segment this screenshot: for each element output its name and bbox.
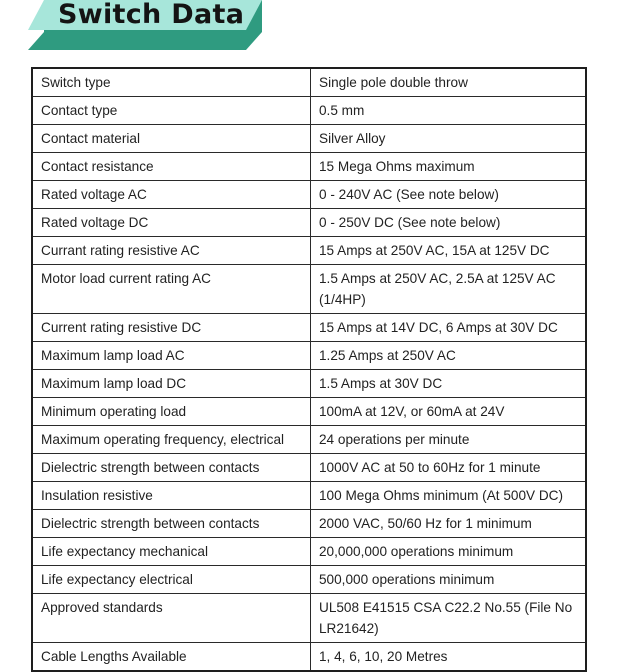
spec-value: 1.5 Amps at 250V AC, 2.5A at 125V AC (1/4HP) <box>311 265 587 314</box>
table-row <box>32 398 586 426</box>
spec-value: 1.25 Amps at 250V AC <box>311 342 587 370</box>
table-row <box>32 370 586 398</box>
table-row <box>32 125 586 153</box>
spec-value: 0.5 mm <box>311 97 587 125</box>
spec-label: Approved standards <box>32 594 311 643</box>
spec-label: Contact resistance <box>32 153 311 181</box>
table-row <box>32 643 586 672</box>
spec-label: Rated voltage DC <box>32 209 311 237</box>
spec-label: Insulation resistive <box>32 482 311 510</box>
table-row <box>32 482 586 510</box>
spec-value: 2000 VAC, 50/60 Hz for 1 minimum <box>311 510 587 538</box>
table-row <box>32 181 586 209</box>
spec-label: Minimum operating load <box>32 398 311 426</box>
spec-value: 0 - 250V DC (See note below) <box>311 209 587 237</box>
spec-label: Life expectancy mechanical <box>32 538 311 566</box>
spec-label: Maximum operating frequency, electrical <box>32 426 311 454</box>
spec-value: 1, 4, 6, 10, 20 Metres <box>311 643 587 672</box>
table-row <box>32 342 586 370</box>
spec-value: 15 Amps at 250V AC, 15A at 125V DC <box>311 237 587 265</box>
spec-value: 100 Mega Ohms minimum (At 500V DC) <box>311 482 587 510</box>
spec-value: UL508 E41515 CSA C22.2 No.55 (File No LR21642) <box>311 594 587 643</box>
switch-data-table <box>31 67 587 672</box>
spec-value: 0 - 240V AC (See note below) <box>311 181 587 209</box>
table-row <box>32 510 586 538</box>
spec-label: Currant rating resistive AC <box>32 237 311 265</box>
spec-label: Life expectancy electrical <box>32 566 311 594</box>
spec-label: Dielectric strength between contacts <box>32 510 311 538</box>
table-row <box>32 153 586 181</box>
table-body <box>32 68 586 671</box>
table-row <box>32 454 586 482</box>
spec-value: 500,000 operations minimum <box>311 566 587 594</box>
table-row <box>32 566 586 594</box>
spec-label: Rated voltage AC <box>32 181 311 209</box>
spec-value: Single pole double throw <box>311 68 587 97</box>
spec-value: 20,000,000 operations minimum <box>311 538 587 566</box>
page-title: Switch Data <box>58 0 245 30</box>
table-row <box>32 68 586 97</box>
spec-value: 15 Mega Ohms maximum <box>311 153 587 181</box>
table-row <box>32 97 586 125</box>
table-row <box>32 594 586 643</box>
title-banner <box>0 0 262 50</box>
spec-label: Maximum lamp load DC <box>32 370 311 398</box>
spec-label: Switch type <box>32 68 311 97</box>
spec-label: Motor load current rating AC <box>32 265 311 314</box>
spec-value: 100mA at 12V, or 60mA at 24V <box>311 398 587 426</box>
table-row <box>32 265 586 314</box>
spec-value: 1000V AC at 50 to 60Hz for 1 minute <box>311 454 587 482</box>
spec-value: Silver Alloy <box>311 125 587 153</box>
spec-label: Maximum lamp load AC <box>32 342 311 370</box>
spec-value: 1.5 Amps at 30V DC <box>311 370 587 398</box>
table-row <box>32 209 586 237</box>
spec-label: Dielectric strength between contacts <box>32 454 311 482</box>
spec-label: Contact type <box>32 97 311 125</box>
spec-label: Contact material <box>32 125 311 153</box>
spec-label: Cable Lengths Available <box>32 643 311 672</box>
spec-label: Current rating resistive DC <box>32 314 311 342</box>
spec-value: 15 Amps at 14V DC, 6 Amps at 30V DC <box>311 314 587 342</box>
table-row <box>32 314 586 342</box>
table-row <box>32 426 586 454</box>
table-row <box>32 237 586 265</box>
spec-value: 24 operations per minute <box>311 426 587 454</box>
table-row <box>32 538 586 566</box>
